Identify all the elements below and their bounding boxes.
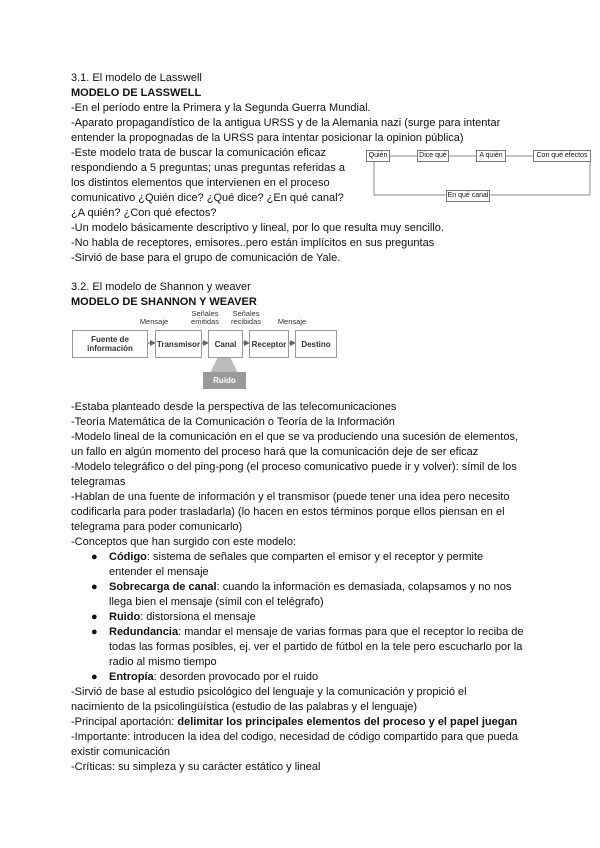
bullet-dot-icon: ● (91, 671, 98, 683)
paragraph-line: comunicativo ¿Quién dice? ¿Qué dice? ¿En qué canal? (71, 192, 344, 204)
paragraph-line: -Hablan de una fuente de información y el transmisor (puede tener una idea pero necesito (71, 491, 510, 503)
paragraph-line: -Teoría Matemática de la Comunicación o Teoría de la Información (71, 416, 395, 428)
bullet-text: : sistema de señales que comparten el emisor y el receptor y permite (146, 551, 484, 563)
lasswell-box-quien: Quién (366, 150, 390, 162)
paragraph-line: -Críticas: su simpleza y su carácter estático y lineal (71, 761, 321, 773)
shannon-box-fuente: Fuente de información (72, 330, 148, 358)
paragraph-line: -No habla de receptores, emisores..pero están implícitos en sus preguntas (71, 237, 435, 249)
paragraph-line: -Modelo lineal de la comunicación en el que se va produciendo una sucesión de elementos, (71, 431, 519, 443)
bullet-term: Redundancia (109, 626, 179, 638)
lasswell-box-dice-que: Dice qué (417, 150, 449, 162)
bullet-term: Código (109, 551, 147, 563)
paragraph-line: telegrama para poder comunicarlo) (71, 521, 243, 533)
bullet-text: : cuando la información es demasiada, colapsamos y no nos (216, 581, 512, 593)
shannon-label-mensaje: Mensaje (139, 317, 169, 326)
bullet-term: Ruido (109, 611, 141, 623)
section-title: MODELO DE SHANNON Y WEAVER (71, 296, 257, 308)
paragraph-line: telegramas (71, 476, 126, 488)
bullet-dot-icon: ● (91, 626, 98, 638)
paragraph-line: nacimiento de la psicolingüística (estudio de las palabras y el lenguaje) (71, 701, 418, 713)
section-title: MODELO DE LASSWELL (71, 87, 202, 99)
paragraph-line: los distintos elementos que intervienen en el proceso (71, 177, 330, 189)
lasswell-box-en-que-canal: En qué canal (446, 190, 490, 202)
paragraph-line: existir comunicación (71, 746, 171, 758)
paragraph-line: -Sirvió de base para el grupo de comunicación de Yale. (71, 252, 341, 264)
shannon-box-destino: Destino (295, 330, 337, 358)
bullet-continuation: llega bien el mensaje (símil con el telégrafo) (109, 596, 324, 608)
shannon-label-senales-recibidas: Señales recibidas (230, 309, 261, 326)
section-heading: 3.1. El modelo de Lasswell (71, 72, 202, 84)
paragraph-line: entender la propognadas de la URSS para intentar posicionar la opinion pública) (71, 132, 464, 144)
bullet-dot-icon: ● (91, 551, 98, 563)
bullet-term: Sobrecarga de canal (109, 581, 217, 593)
bullet-dot-icon: ● (91, 611, 98, 623)
paragraph-line: -Conceptos que han surgido con este modelo: (71, 536, 297, 548)
principal-prefix: -Principal aportación: (71, 716, 178, 728)
shannon-box-transmisor: Transmisor (155, 330, 202, 358)
paragraph-line: codificarla para poder trasladarla) (lo hacen en estos términos porque ellos piensan en el (71, 506, 505, 518)
bullet-continuation: todas las formas posibles, ej. ver el partido de fútbol en la tele pero escucharlo por la (109, 641, 523, 653)
paragraph-line: -Un modelo básicamente descriptivo y lineal, por lo que resulta muy sencillo. (71, 222, 444, 234)
paragraph-line: ¿A quién? ¿Con qué efectos? (71, 207, 217, 219)
shannon-box-ruido: Ruido (203, 372, 246, 389)
paragraph-line: -Estaba planteado desde la perspectiva de las telecomunicaciones (71, 401, 397, 413)
paragraph-line: -Sirvió de base al estudio psicológico del lenguaje y la comunicación y propició el (71, 686, 467, 698)
paragraph-line: -Este modelo trata de buscar la comunicación eficaz (71, 147, 326, 159)
principal-line (71, 715, 517, 730)
bullet-text: : distorsiona el mensaje (140, 611, 256, 623)
bullet-text: : desorden provocado por el ruido (153, 671, 319, 683)
paragraph-line: -En el período entre la Primera y la Segunda Guerra Mundial. (71, 102, 371, 114)
bullet-term: Entropía (109, 671, 154, 683)
paragraph-line: -Importante: introducen la idea del codigo, necesidad de código compartido para que pueda (71, 731, 519, 743)
bullet-dot-icon: ● (91, 581, 98, 593)
bullet-continuation: radio al mismo tiempo (109, 656, 217, 668)
paragraph-line: -Aparato propagandístico de la antigua URSS y de la Alemania nazi (surge para intentar (71, 117, 501, 129)
paragraph-line: un fallo en algún momento del proceso hará que la comunicación deje de ser eficaz (71, 446, 479, 458)
section-heading: 3.2. El modelo de Shannon y weaver (71, 281, 251, 293)
bullet-text: : mandar el mensaje de varias formas para que el receptor lo reciba de (178, 626, 524, 638)
shannon-label-senales-emitidas: Señales emitidas (191, 309, 219, 326)
lasswell-box-a-quien: A quién (476, 150, 506, 162)
principal-bold: delimitar los principales elementos del proceso y el papel juegan (177, 716, 518, 728)
shannon-label-mensaje: Mensaje (277, 317, 307, 326)
bullet-continuation: entender el mensaje (109, 566, 209, 578)
lasswell-box-con-que-efectos: Con qué efectos (533, 150, 591, 162)
shannon-box-receptor: Receptor (249, 330, 289, 358)
shannon-box-canal: Canal (208, 330, 243, 358)
paragraph-line: respondiendo a 5 preguntas; unas preguntas referidas a (71, 162, 345, 174)
paragraph-line: -Modelo telegráfico o del ping-pong (el proceso comunicativo puede ir y volver): símil de los (71, 461, 517, 473)
